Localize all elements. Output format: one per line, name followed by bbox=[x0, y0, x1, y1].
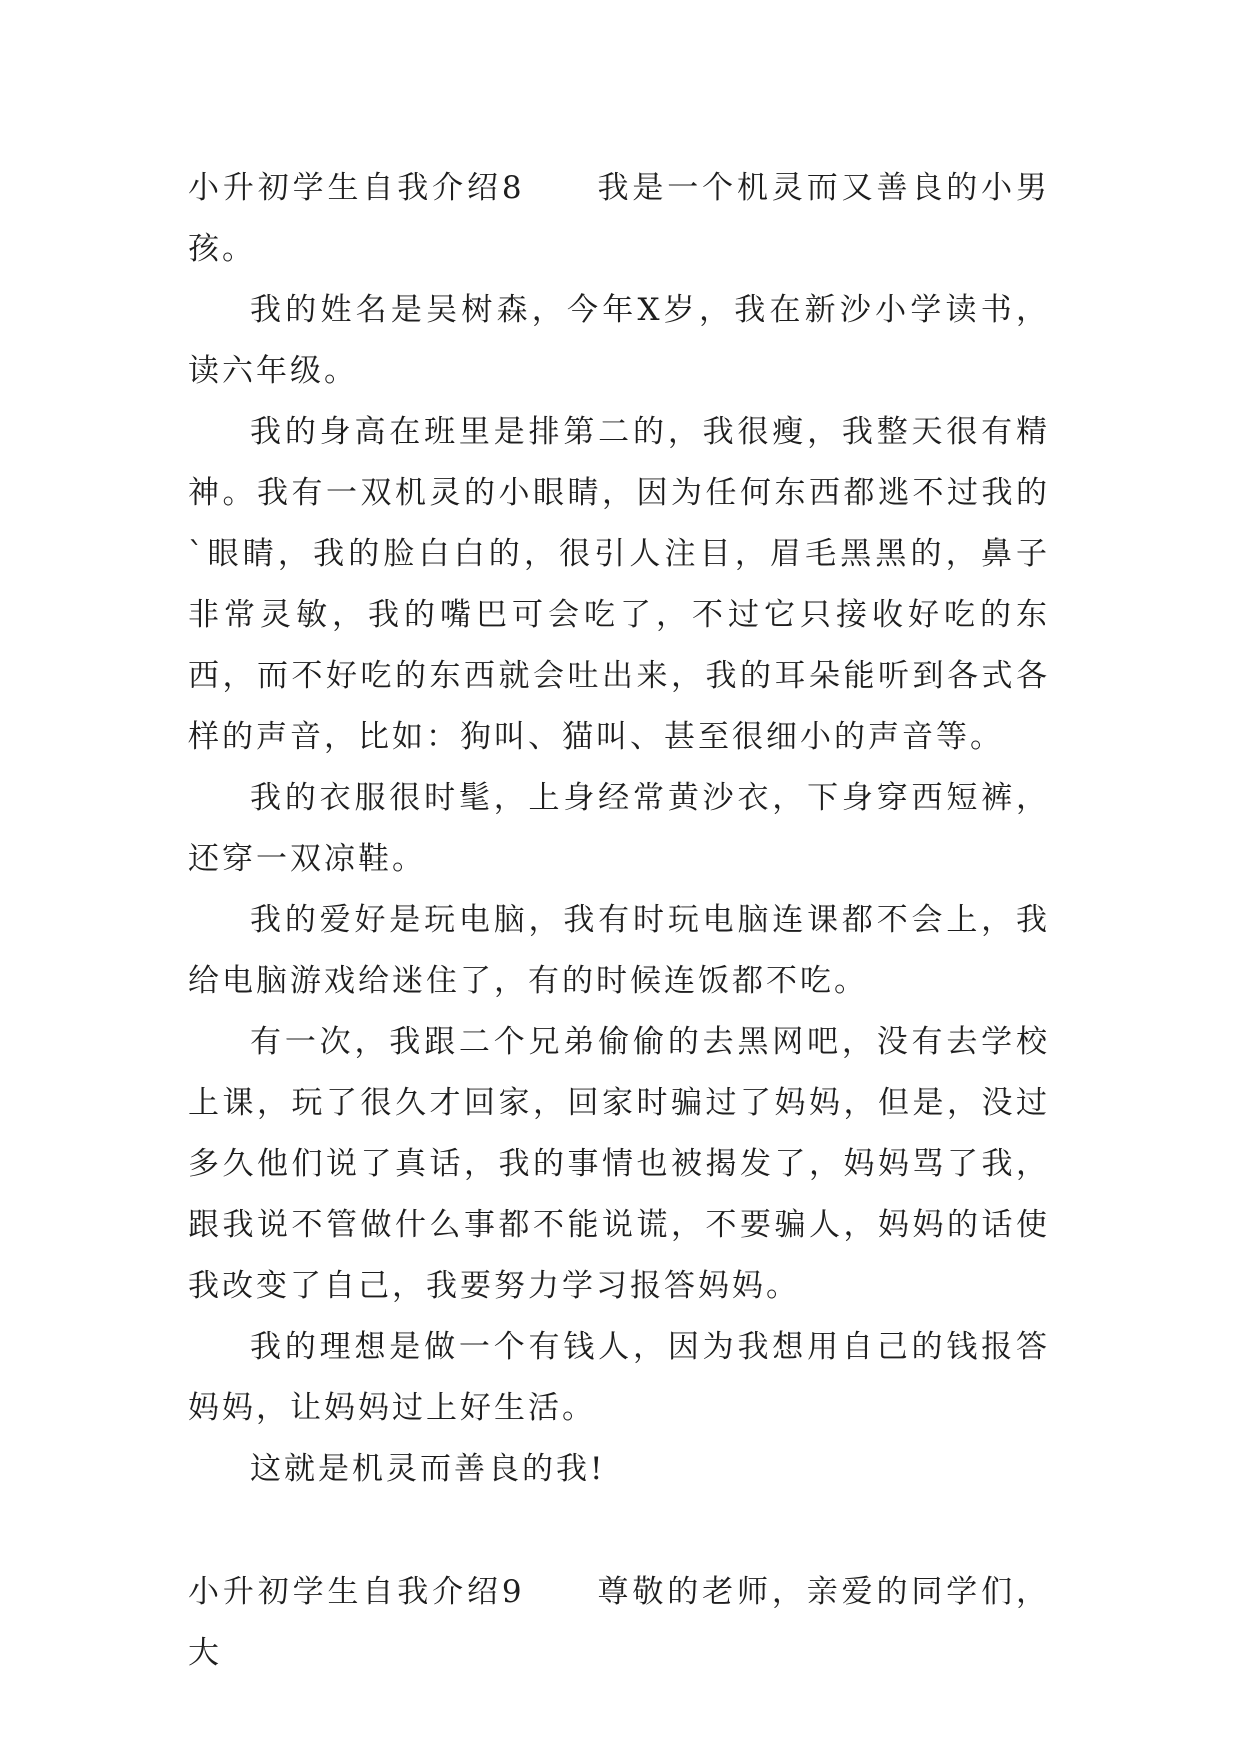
section-divider-space bbox=[188, 1500, 1050, 1562]
section-9-heading bbox=[188, 1562, 1050, 1684]
section-8-paragraph-6: 我的理想是做一个有钱人，因为我想用自己的钱报答妈妈，让妈妈过上好生活。 bbox=[188, 1329, 1050, 1426]
section-8-paragraph-3: 我的衣服很时髦，上身经常黄沙衣，下身穿西短裤，还穿一双凉鞋。 bbox=[188, 780, 1050, 877]
section-8-heading bbox=[188, 158, 1050, 280]
section-8-title: 小升初学生自我介绍8 bbox=[188, 170, 525, 206]
section-9-title: 小升初学生自我介绍9 bbox=[188, 1574, 525, 1610]
section-8-intro: 我是一个机灵而又善良的小男孩。 bbox=[188, 170, 1050, 267]
section-8-paragraph-7: 这就是机灵而善良的我! bbox=[250, 1451, 606, 1487]
document-body bbox=[188, 158, 1050, 1684]
section-8-paragraph-1: 我的姓名是吴树森，今年X岁，我在新沙小学读书，读六年级。 bbox=[188, 292, 1050, 389]
section-8-paragraph-4: 我的爱好是玩电脑，我有时玩电脑连课都不会上，我给电脑游戏给迷住了，有的时候连饭都不吃。 bbox=[188, 902, 1050, 999]
section-8-paragraph-2: 我的身高在班里是排第二的，我很瘦，我整天很有精神。我有一双机灵的小眼睛，因为任何东西都逃不过我的`眼睛，我的脸白白的，很引人注目，眉毛黑黑的，鼻子非常灵敏，我的嘴巴可会吃了，不过它只接收好吃的东西，而不好吃的东西就会吐出来，我的耳朵能听到各式各样的声音，比如：狗叫、猫叫、甚至很细小的声音等。 bbox=[188, 414, 1050, 755]
section-9-intro: 尊敬的老师，亲爱的同学们，大 bbox=[188, 1574, 1050, 1671]
section-8-paragraph-5: 有一次，我跟二个兄弟偷偷的去黑网吧，没有去学校上课，玩了很久才回家，回家时骗过了妈妈，但是，没过多久他们说了真话，我的事情也被揭发了，妈妈骂了我，跟我说不管做什么事都不能说谎，不要骗人，妈妈的话使我改变了自己，我要努力学习报答妈妈。 bbox=[188, 1024, 1050, 1304]
